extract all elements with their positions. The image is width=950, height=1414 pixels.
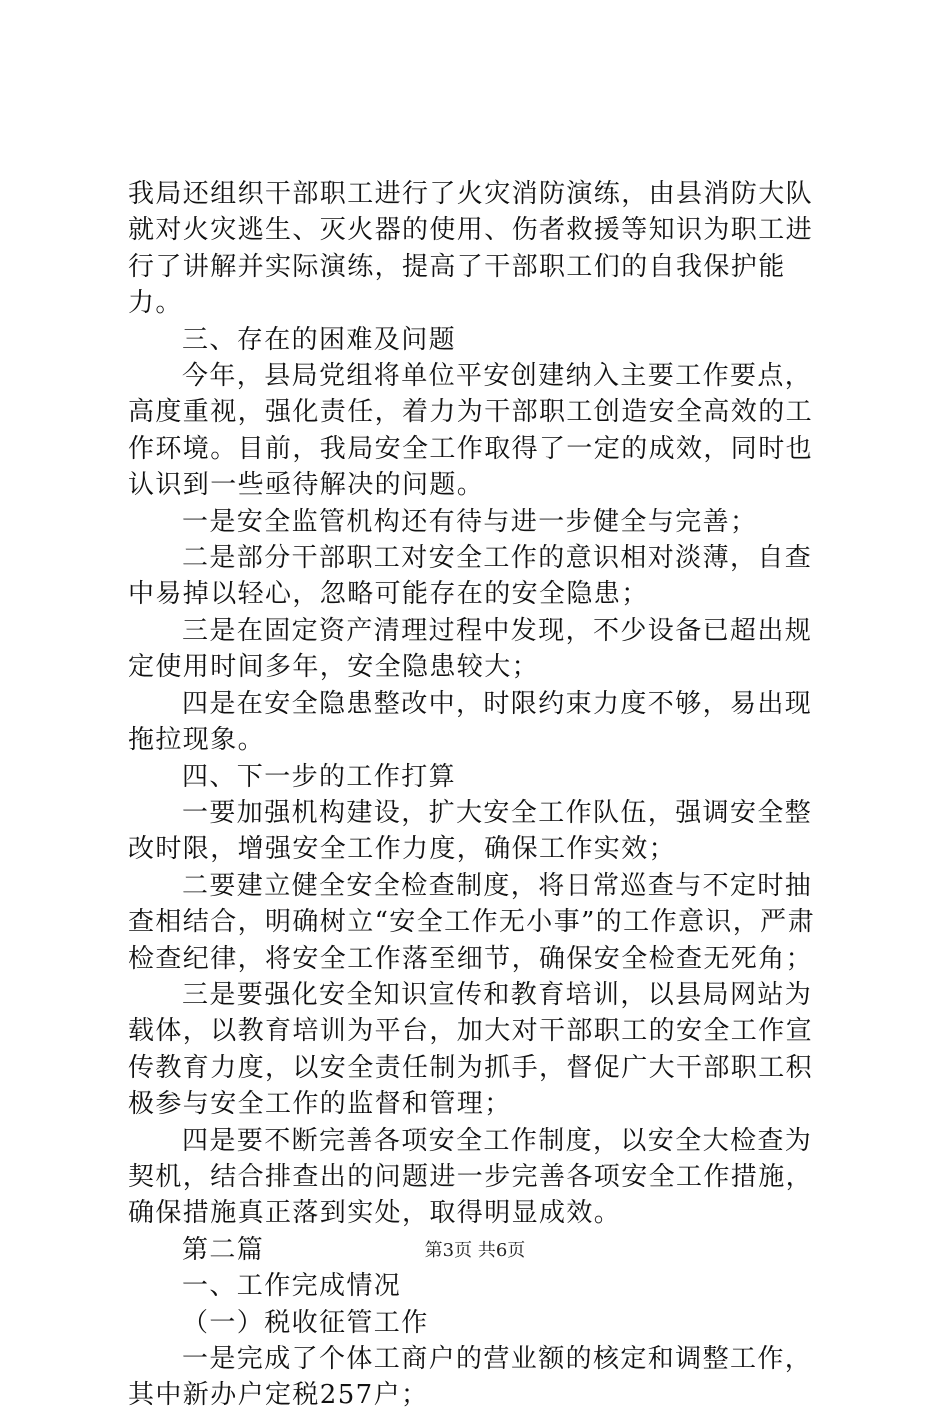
paragraph-plan-4: 四是要不断完善各项安全工作制度，以安全大检查为契机，结合排查出的问题进一步完善各项安全工作措施，确保措施真正落到实处，取得明显成效。 <box>128 1125 814 1229</box>
paragraph-tax-1: 一是完成了个体工商户的营业额的核定和调整工作，其中新办户定税257户； <box>128 1344 813 1411</box>
heading-next-steps: 四、下一步的工作打算 <box>182 761 457 792</box>
paragraph-issue-4: 四是在安全隐患整改中，时限约束力度不够，易出现拖拉现象。 <box>128 688 813 756</box>
heading-tax-collection: （一）税收征管工作 <box>182 1307 429 1338</box>
paragraph-issue-3: 三是在固定资产清理过程中发现，不少设备已超出规定使用时间多年，安全隐患较大； <box>128 615 813 683</box>
heading-part-two: 第二篇 <box>182 1234 265 1265</box>
paragraph-this-year: 今年，县局党组将单位平安创建纳入主要工作要点，高度重视，强化责任，着力为干部职工创造安全高效的工作环境。目前，我局安全工作取得了一定的成效，同时也认识到一些亟待解决的问题。 <box>128 361 814 501</box>
paragraph-plan-3: 三是要强化安全知识宣传和教育培训，以县局网站为载体，以教育培训为平台，加大对干部职工的安全工作宣传教育力度，以安全责任制为抓手，督促广大干部职工积极参与安全工作的监督和管理； <box>128 979 814 1120</box>
paragraph-issue-1: 一是安全监管机构还有待与进一步健全与完善； <box>182 506 758 537</box>
page-footer: 第3页 共6页 <box>424 1240 526 1261</box>
document-body <box>128 176 828 1414</box>
paragraph-plan-1: 一要加强机构建设，扩大安全工作队伍，强调安全整改时限，增强安全工作力度，确保工作实效； <box>128 797 813 865</box>
paragraph-fire-drill: 我局还组织干部职工进行了火灾消防演练，由县消防大队就对火灾逃生、灭火器的使用、伤者救援等知识为职工进行了讲解并实际演练，提高了干部职工们的自我保护能力。 <box>128 179 814 319</box>
heading-difficulties: 三、存在的困难及问题 <box>182 324 457 355</box>
heading-work-completion: 一、工作完成情况 <box>182 1271 402 1302</box>
paragraph-issue-2: 二是部分干部职工对安全工作的意识相对淡薄，自查中易掉以轻心，忽略可能存在的安全隐患； <box>128 543 813 610</box>
paragraph-plan-2: 二要建立健全安全检查制度，将日常巡查与不定时抽查相结合，明确树立“安全工作无小事”的工作意识，严肃检查纪律，将安全工作落至细节，确保安全检查无死角； <box>128 870 815 974</box>
